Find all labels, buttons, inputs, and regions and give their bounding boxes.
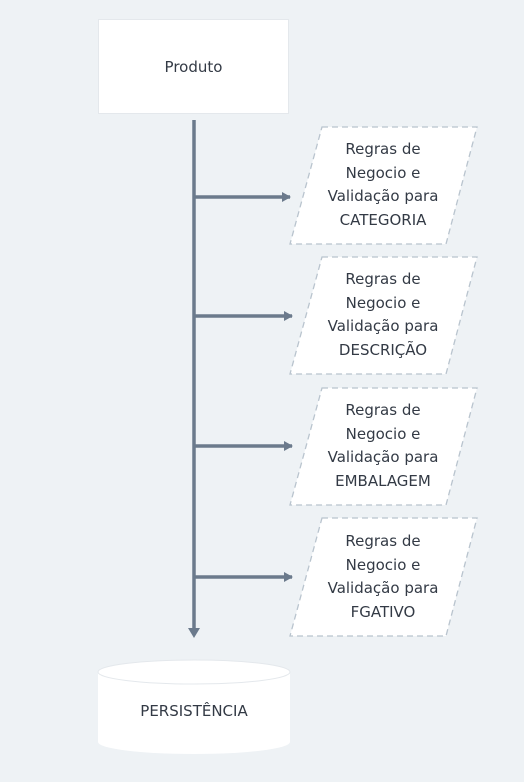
- produto-label: Produto: [164, 57, 223, 76]
- rule-target: DESCRIÇÃO: [338, 340, 428, 359]
- rule-line: Validação para: [327, 448, 439, 466]
- rule-text-categoria: [318, 138, 448, 232]
- rule-line: Validação para: [327, 579, 439, 597]
- rule-line: Negocio e: [345, 424, 421, 443]
- rule-line: Validação para: [327, 187, 439, 205]
- persistencia-label: PERSISTÊNCIA: [140, 702, 248, 720]
- rule-target: FGATIVO: [350, 602, 416, 621]
- rule-line: Negocio e: [345, 163, 421, 182]
- rule-line: Validação para: [327, 317, 439, 335]
- rule-line: Negocio e: [345, 555, 421, 574]
- rule-line: Regras de: [345, 532, 421, 550]
- rule-target: CATEGORIA: [339, 210, 427, 229]
- rule-line: Regras de: [345, 270, 421, 288]
- rule-text-descricao: [318, 268, 448, 362]
- rule-line: Regras de: [345, 401, 421, 419]
- rule-text-embalagem: [318, 399, 448, 493]
- rule-text-fgativo: [318, 530, 448, 624]
- main-connector-arrowhead: [188, 628, 200, 638]
- rule-line: Regras de: [345, 140, 421, 158]
- rule-target: EMBALAGEM: [335, 471, 431, 490]
- rule-line: Negocio e: [345, 293, 421, 312]
